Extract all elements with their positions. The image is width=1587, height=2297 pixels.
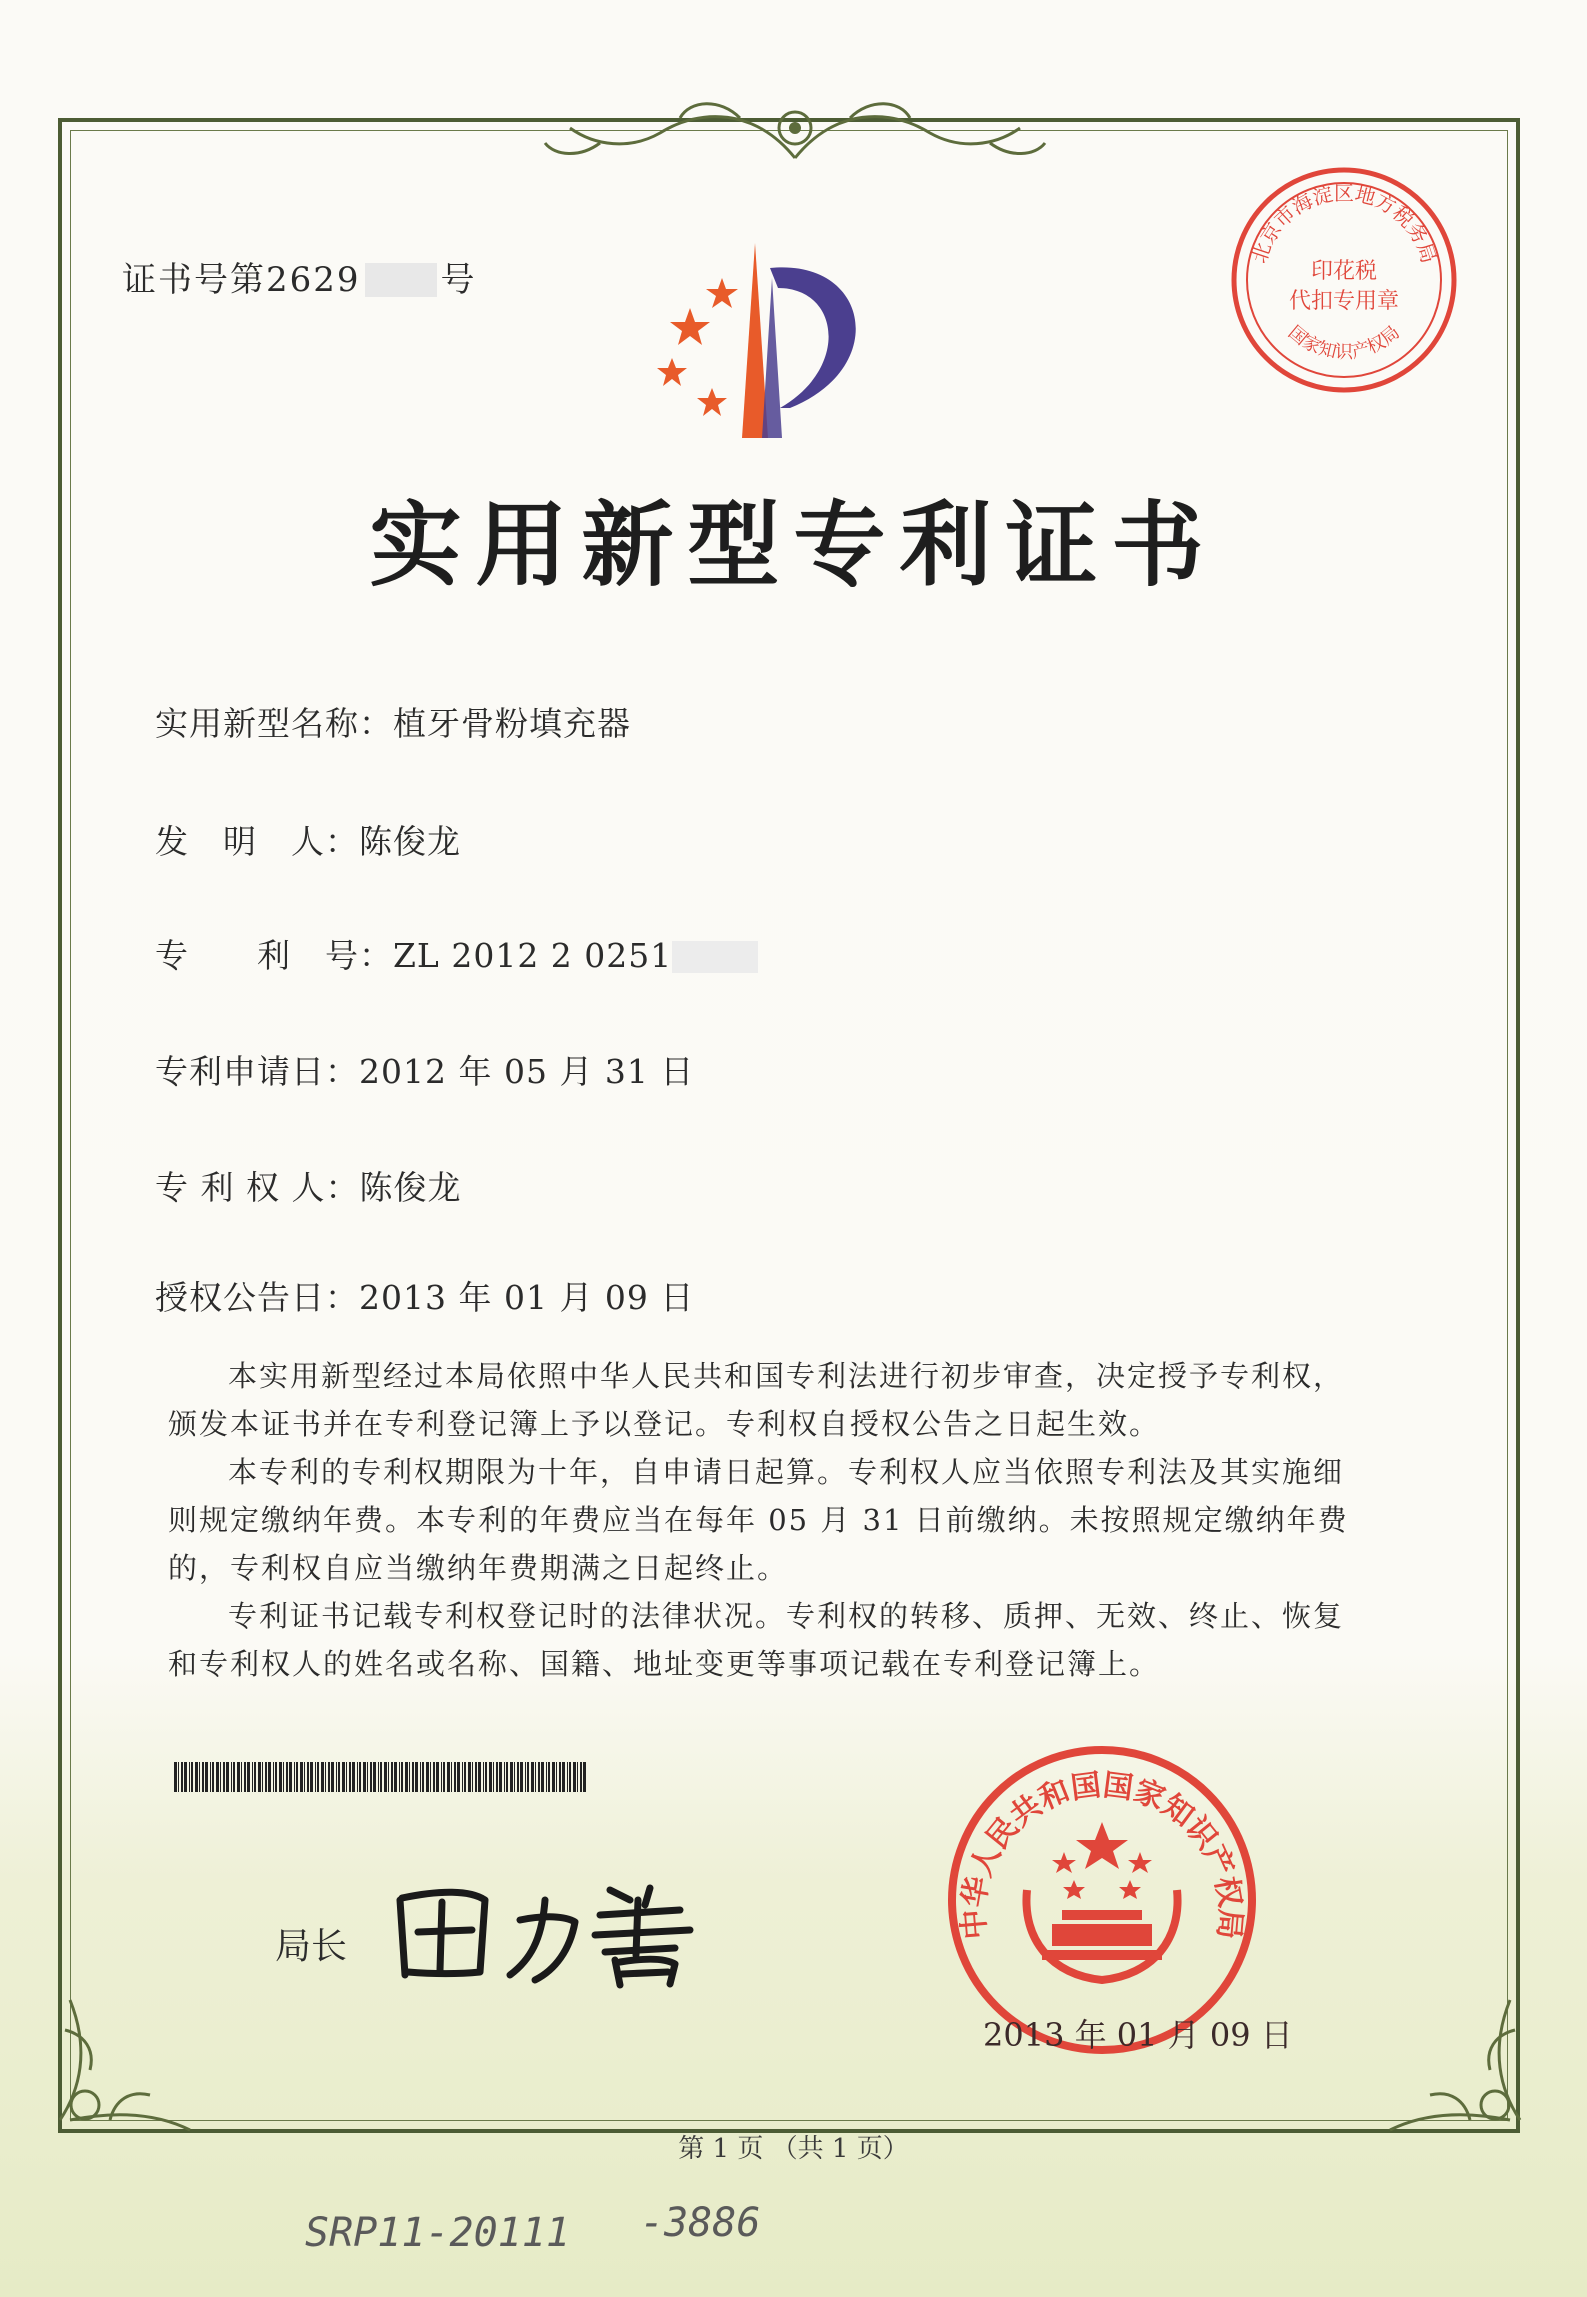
- barcode-bar: [426, 1762, 429, 1792]
- barcode-bar: [189, 1762, 190, 1792]
- barcode-bar: [220, 1762, 221, 1792]
- barcode-bar: [525, 1762, 526, 1792]
- field-value: 2012 年 05 月 31 日: [359, 1052, 695, 1091]
- director-signature: [380, 1860, 740, 1994]
- field-label: 实用新型名称：: [155, 704, 393, 743]
- barcode-bar: [304, 1762, 305, 1792]
- barcode-bar: [191, 1762, 193, 1792]
- barcode-bar: [226, 1762, 229, 1792]
- barcode-bar: [321, 1762, 324, 1792]
- barcode-bar: [443, 1762, 445, 1792]
- barcode-bar: [231, 1762, 232, 1792]
- director-label: 局长: [275, 1926, 348, 1967]
- barcode-bar: [462, 1762, 463, 1792]
- barcode-bar: [384, 1762, 387, 1792]
- field-label: 专利申请日：: [155, 1052, 359, 1091]
- barcode-bar: [420, 1762, 421, 1792]
- tax-stamp-inner-line1: 印花税: [1310, 259, 1378, 284]
- body-paragraph-3: 专利证书记载专利权登记时的法律状况。专利权的转移、质押、无效、终止、恢复和专利权人的姓名或名称、国籍、地址变更等事项记载在专利登记簿上。: [168, 1599, 1345, 1681]
- barcode-bar: [457, 1762, 460, 1792]
- barcode-bar: [349, 1762, 351, 1792]
- field-patentee: [155, 1162, 461, 1209]
- field-label: 专 利 权 人：: [155, 1168, 360, 1207]
- barcode-bar: [514, 1762, 515, 1792]
- barcode-bar: [380, 1762, 382, 1792]
- barcode-bar: [436, 1762, 439, 1792]
- barcode-bar: [265, 1762, 267, 1792]
- barcode-bar: [223, 1762, 225, 1792]
- barcode-bar: [210, 1762, 211, 1792]
- field-application-date: [155, 1046, 694, 1093]
- barcode-bar: [310, 1762, 313, 1792]
- barcode-bar: [583, 1762, 586, 1792]
- field-patent-number: [155, 930, 758, 977]
- tax-stamp-inner-line2: 代扣专用章: [1288, 289, 1400, 314]
- patent-office-logo: [650, 238, 910, 442]
- certificate-body: [168, 1352, 1368, 1688]
- barcode-bar: [325, 1762, 326, 1792]
- barcode-bar: [241, 1762, 242, 1792]
- barcode-bar: [405, 1762, 408, 1792]
- barcode-bar: [315, 1762, 316, 1792]
- barcode-bar: [342, 1762, 345, 1792]
- barcode-bar: [212, 1762, 214, 1792]
- field-value: 2013 年 01 月 09 日: [359, 1278, 695, 1317]
- tax-stamp-outer-text: 北京市海淀区地方税务局: [1246, 181, 1442, 267]
- field-value: 植牙骨粉填充器: [393, 704, 631, 743]
- barcode-bar: [359, 1762, 361, 1792]
- barcode-bar: [273, 1762, 274, 1792]
- barcode-bar: [412, 1762, 414, 1792]
- bottom-left-ornament: [50, 1990, 200, 2140]
- field-inventor: [155, 816, 461, 863]
- barcode-bar: [237, 1762, 240, 1792]
- barcode-bar: [252, 1762, 253, 1792]
- redacted-digits: [365, 263, 437, 297]
- barcode-bar: [317, 1762, 319, 1792]
- field-label: 授权公告日：: [155, 1278, 359, 1317]
- barcode-bar: [357, 1762, 358, 1792]
- barcode-bar: [499, 1762, 502, 1792]
- certificate-number-prefix: 证书号第2629: [122, 260, 361, 300]
- top-ornament: [540, 88, 1050, 170]
- barcode-bar: [391, 1762, 393, 1792]
- barcode-bar: [247, 1762, 250, 1792]
- certificate-number-suffix: 号: [440, 260, 477, 300]
- barcode-bar: [472, 1762, 473, 1792]
- barcode-bar: [184, 1762, 187, 1792]
- seal-ring-text: 中华人民共和国国家知识产权局: [956, 1767, 1248, 1941]
- barcode-bar: [483, 1762, 484, 1792]
- barcode-bar: [378, 1762, 379, 1792]
- barcode-bar: [336, 1762, 337, 1792]
- body-paragraph-1: 本实用新型经过本局依照中华人民共和国专利法进行初步审查，决定授予专利权，颁发本证书并在专利登记簿上予以登记。专利权自授权公告之日起生效。: [168, 1359, 1345, 1441]
- barcode-bar: [289, 1762, 292, 1792]
- barcode-bar: [538, 1762, 540, 1792]
- document-title: 实用新型专利证书: [369, 492, 1218, 599]
- barcode-bar: [535, 1762, 536, 1792]
- barcode-bar: [430, 1762, 431, 1792]
- barcode-bar: [559, 1762, 561, 1792]
- barcode-bar: [367, 1762, 368, 1792]
- barcode-bar: [517, 1762, 519, 1792]
- barcode-bar: [205, 1762, 208, 1792]
- barcode-bar: [520, 1762, 523, 1792]
- barcode-bar: [569, 1762, 571, 1792]
- barcode-bar: [363, 1762, 366, 1792]
- barcode-bar: [388, 1762, 389, 1792]
- barcode-bar: [178, 1762, 179, 1792]
- field-value: 陈俊龙: [359, 1168, 462, 1207]
- barcode-bar: [401, 1762, 403, 1792]
- barcode-bar: [275, 1762, 277, 1792]
- barcode-bar: [286, 1762, 288, 1792]
- barcode-bar: [216, 1762, 219, 1792]
- field-value: 陈俊龙: [359, 822, 461, 861]
- barcode-bar: [268, 1762, 271, 1792]
- field-value: ZL 2012 2 0251: [393, 936, 673, 975]
- barcode-bar: [296, 1762, 298, 1792]
- barcode-bar: [233, 1762, 235, 1792]
- barcode-bar: [283, 1762, 284, 1792]
- tax-stamp-bottom-text: 国家知识产权局: [1284, 321, 1404, 363]
- barcode-bar: [409, 1762, 410, 1792]
- barcode-bar: [174, 1762, 177, 1792]
- barcode-bar: [573, 1762, 576, 1792]
- barcode-bar: [464, 1762, 466, 1792]
- barcode-bar: [279, 1762, 282, 1792]
- issue-date: 2013 年 01 月 09 日: [983, 2016, 1293, 2054]
- barcode-bar: [489, 1762, 492, 1792]
- field-grant-date: [155, 1272, 694, 1319]
- barcode-bar: [331, 1762, 334, 1792]
- barcode-bar: [346, 1762, 347, 1792]
- barcode-bar: [370, 1762, 372, 1792]
- barcode-bar: [504, 1762, 505, 1792]
- barcode-bar: [422, 1762, 424, 1792]
- barcode-bar: [394, 1762, 397, 1792]
- certificate-number: [122, 252, 477, 301]
- barcode: [174, 1762, 594, 1796]
- barcode-bar: [552, 1762, 555, 1792]
- handwritten-note-right: -3886: [640, 2200, 761, 2246]
- field-label: 发 明 人：: [155, 822, 359, 861]
- barcode-bar: [338, 1762, 340, 1792]
- field-label: 专 利 号：: [155, 936, 393, 975]
- barcode-bar: [373, 1762, 376, 1792]
- body-paragraph-2: 本专利的专利权期限为十年，自申请日起算。专利权人应当依照专利法及其实施细则规定缴纳年费。本专利的年费应当在每年 05 月 31 日前缴纳。未按照规定缴纳年费的，专利权自应当缴纳年费期满之日起终止。: [168, 1455, 1349, 1585]
- barcode-bar: [454, 1762, 456, 1792]
- barcode-bar: [181, 1762, 183, 1792]
- barcode-bar: [475, 1762, 477, 1792]
- redacted-digits: [672, 941, 758, 973]
- barcode-bar: [447, 1762, 450, 1792]
- barcode-bar: [506, 1762, 508, 1792]
- page-number: 第 1 页 （共 1 页）: [678, 2134, 909, 2164]
- handwritten-note-left: SRP11-20111: [305, 2210, 570, 2256]
- bottom-right-ornament: [1380, 1990, 1530, 2140]
- barcode-bar: [541, 1762, 544, 1792]
- barcode-bar: [496, 1762, 498, 1792]
- barcode-bar: [527, 1762, 529, 1792]
- barcode-bar: [562, 1762, 565, 1792]
- barcode-bar: [433, 1762, 435, 1792]
- barcode-bar: [580, 1762, 582, 1792]
- barcode-bar: [262, 1762, 263, 1792]
- barcode-bar: [493, 1762, 494, 1792]
- svg-text:国家知识产权局: [1284, 322, 1404, 363]
- barcode-bar: [441, 1762, 442, 1792]
- barcode-bar: [307, 1762, 309, 1792]
- barcode-bar: [399, 1762, 400, 1792]
- barcode-bar: [258, 1762, 261, 1792]
- barcode-bar: [328, 1762, 330, 1792]
- barcode-bar: [510, 1762, 513, 1792]
- barcode-bar: [485, 1762, 487, 1792]
- barcode-bar: [548, 1762, 550, 1792]
- barcode-bar: [244, 1762, 246, 1792]
- barcode-bar: [199, 1762, 200, 1792]
- barcode-bar: [451, 1762, 452, 1792]
- barcode-bar: [202, 1762, 204, 1792]
- field-utility-model-name: [155, 698, 631, 745]
- barcode-bar: [415, 1762, 418, 1792]
- barcode-bar: [478, 1762, 481, 1792]
- barcode-bar: [567, 1762, 568, 1792]
- barcode-bar: [577, 1762, 578, 1792]
- barcode-bar: [254, 1762, 256, 1792]
- barcode-bar: [556, 1762, 557, 1792]
- barcode-bar: [352, 1762, 355, 1792]
- tax-bureau-stamp: [1224, 160, 1464, 404]
- barcode-bar: [546, 1762, 547, 1792]
- barcode-bar: [195, 1762, 198, 1792]
- barcode-bar: [294, 1762, 295, 1792]
- barcode-bar: [468, 1762, 471, 1792]
- barcode-bar: [531, 1762, 534, 1792]
- barcode-bar: [300, 1762, 303, 1792]
